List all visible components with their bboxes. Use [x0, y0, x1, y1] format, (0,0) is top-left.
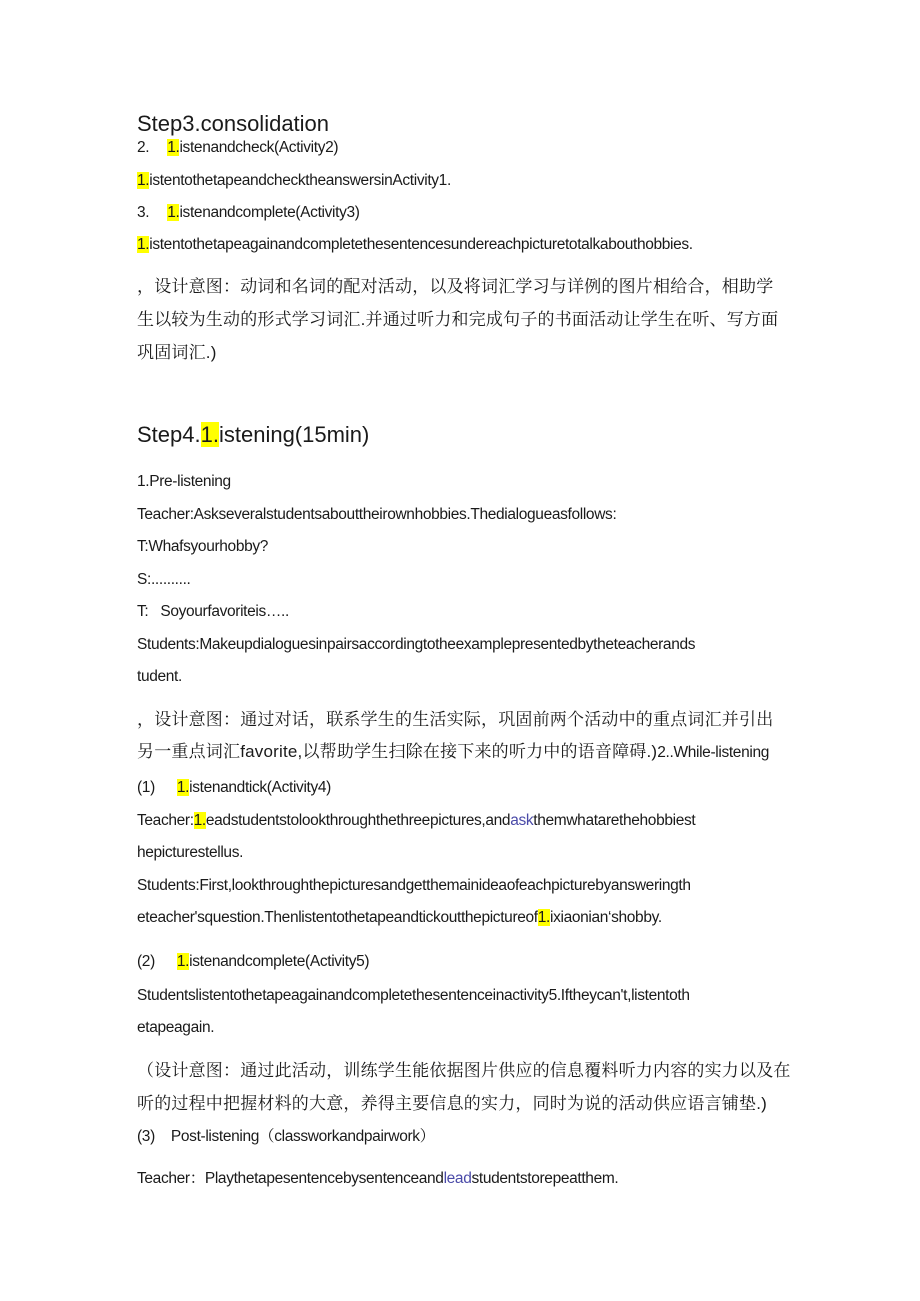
- line-text: studentstorepeatthem.: [471, 1170, 619, 1187]
- highlight-mark: 1.: [167, 204, 180, 221]
- step4-design-intent-3: （设计意图：通过此活动，训练学生能依据图片供应的信息覆料听力内容的实力以及在: [137, 1061, 791, 1080]
- step3-design-intent-1: ，设计意图：动词和名词的配对活动，以及将词汇学习与详例的图片相给合，相助学: [137, 277, 774, 296]
- step4-design-intent-4: 听的过程中把握材料的大意，养得主要信息的实力，同时为说的活动供应语言铺垫.): [137, 1094, 767, 1113]
- list-number: 2.: [137, 139, 150, 156]
- step4-design-intent-2: [137, 741, 769, 764]
- heading-text: Step4.: [137, 422, 201, 447]
- students-first-look-cont: [137, 908, 662, 928]
- teacher-play-tape: [137, 1169, 618, 1189]
- speaker-label: T:: [137, 603, 149, 620]
- line-text: eteacher'squestion.Thenlistentothetapeandtickoutthepictureof: [137, 909, 538, 926]
- students-listen-again-cont: etapeagain.: [137, 1019, 215, 1036]
- dialogue-s-answer: S:..........: [137, 571, 191, 588]
- line-text: istenandcheck(Activity2): [179, 139, 339, 156]
- highlight-mark: 1.: [537, 909, 550, 926]
- while-listen-tick: [137, 778, 331, 798]
- highlight-mark: 1.: [176, 779, 190, 796]
- line-text: istentothetapeagainandcompletethesentencesundereachpicturetotalkabouthobbies.: [149, 236, 693, 253]
- students-instruction-1: Students:Makeupdialoguesinpairsaccordingtotheexamplepresentedbytheteacherands: [137, 636, 696, 653]
- highlight-mark: 1.: [193, 812, 206, 829]
- pre-listening-title: 1.Pre-listening: [137, 473, 231, 490]
- step3-design-intent-3: 巩固词汇.): [137, 343, 217, 362]
- while-listening-title: 2..While-listening: [657, 744, 769, 761]
- step3-heading: Step3.consolidation: [137, 111, 330, 136]
- line-text: istenandcomplete(Activity3): [179, 204, 360, 221]
- highlight-mark: 1.: [200, 422, 219, 447]
- step3-line-listen-check: [137, 138, 338, 158]
- line-text: Post-listening（classworkandpairwork）: [170, 1128, 435, 1145]
- teacher-lead-pictures: [137, 811, 695, 831]
- dialogue-t-favorite: [137, 602, 289, 622]
- line-text: ixiaonian‘shobby.: [549, 909, 662, 926]
- highlight-mark: 1.: [137, 172, 150, 189]
- line-text: eadstudentstolookthroughthethreepictures,and: [205, 812, 511, 829]
- line-text: istenandcomplete(Activity5): [189, 953, 370, 970]
- teacher-lead-pictures-cont: hepicturestellus.: [137, 844, 244, 861]
- highlight-mark: 1.: [167, 139, 180, 156]
- list-number: 3.: [137, 204, 150, 221]
- list-number: (2): [137, 953, 155, 970]
- step3-line-listen-complete: [137, 203, 360, 223]
- students-first-look: Students:First,lookthroughthepicturesandgetthemainideaofeachpicturebyansweringth: [137, 877, 691, 894]
- line-text: Soyourfavoriteis…..: [160, 603, 289, 620]
- colored-word: ask: [510, 812, 534, 829]
- list-number: (3): [137, 1128, 155, 1145]
- speaker-label: Teacher:: [137, 812, 194, 829]
- step3-design-intent-2: 生以较为生动的形式学习词汇.并通过听力和完成句子的书面活动让学生在听、写方面: [137, 310, 779, 329]
- step3-line-listen-tape: [137, 171, 451, 191]
- students-listen-again: Studentslistentothetapeagainandcompletethesentenceinactivity5.Iftheycan't,listentoth: [137, 987, 690, 1004]
- line-text: themwhatarethehobbiest: [533, 812, 696, 829]
- highlight-mark: 1.: [137, 236, 150, 253]
- design-text: 另一重点词汇favorite,以帮助学生扫除在接下来的听力中的语音障碍.): [137, 742, 658, 761]
- while-listen-complete: [137, 952, 369, 972]
- line-text: istenandtick(Activity4): [189, 779, 331, 796]
- highlight-mark: 1.: [176, 953, 190, 970]
- speaker-label: Teacher：: [137, 1170, 205, 1187]
- step4-design-intent-1: ，设计意图：通过对话，联系学生的生活实际，巩固前两个活动中的重点词汇并引出: [137, 710, 774, 729]
- teacher-instruction: Teacher:Askseveralstudentsabouttheirownhobbies.Thedialogueasfollows:: [137, 506, 617, 523]
- step4-heading: [137, 422, 369, 448]
- list-number: (1): [137, 779, 155, 796]
- colored-word: lead: [443, 1170, 472, 1187]
- heading-text: istening(15min): [218, 422, 370, 447]
- step3-line-listen-again: [137, 235, 693, 255]
- students-instruction-2: tudent.: [137, 668, 182, 685]
- line-text: Playthetapesentencebysentenceand: [204, 1170, 444, 1187]
- line-text: istentothetapeandchecktheanswersinActivity1.: [149, 172, 451, 189]
- post-listening-title: [137, 1127, 435, 1147]
- dialogue-t-question: T:Whafsyourhobby?: [137, 538, 269, 555]
